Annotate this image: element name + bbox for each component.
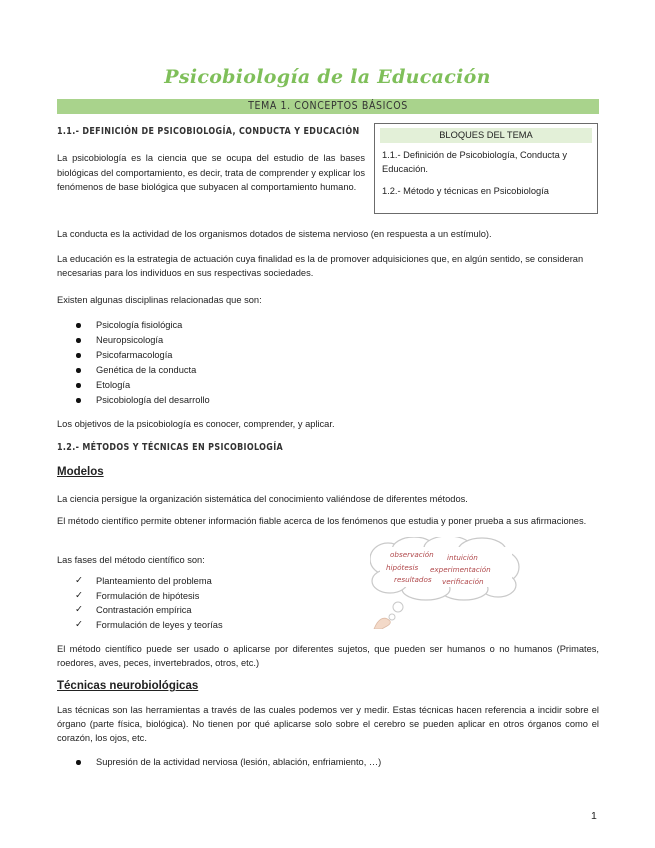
word-verificacion: verificación xyxy=(442,577,484,586)
bullet-icon xyxy=(76,323,81,328)
paragraph-psicobiologia-definition: La psicobiología es la ciencia que se ocupa del estudio de las bases biológicas del comportamiento, es decir, trata de comprender y explicar los fenómenos de base biológica que subyacen al comportamiento humano. xyxy=(57,153,365,192)
modelos-heading: Modelos xyxy=(57,466,104,478)
bullet-icon xyxy=(76,353,81,358)
list-item: ✓ Formulación de leyes y teorías xyxy=(57,618,223,633)
tema-bar: TEMA 1. CONCEPTOS BÁSICOS xyxy=(57,99,599,114)
word-hipotesis: hipótesis xyxy=(386,563,419,572)
word-intuicion: intuición xyxy=(447,553,478,562)
paragraph-ciencia: La ciencia persigue la organización sistemática del conocimiento valiéndose de diferentes métodos. xyxy=(57,494,468,504)
list-item: ✓ Formulación de hipótesis xyxy=(57,589,223,604)
word-observacion: observación xyxy=(390,550,434,559)
paragraph-tecnicas: Las técnicas son las herramientas a través de las cuales podemos ver y medir. Estas técnicas hacen referencia a incidir sobre el órgano (parte física, biológica). No tienen por qué aplicarse solo sobre el cerebro se pueden aplicar en otros órganos como el corazón, los ojos, etc. xyxy=(57,705,599,744)
paragraph-metodo-cientifico: El método científico permite obtener información fiable acerca de los fenómenos que estudia y poner prueba a sus afirmaciones. xyxy=(57,516,587,526)
list-item: Etología xyxy=(57,378,210,393)
list-item: Psicobiología del desarrollo xyxy=(57,393,210,408)
list-item: Neuropsicología xyxy=(57,333,210,348)
tecnicas-list xyxy=(57,755,381,770)
paragraph-fases-intro: Las fases del método científico son: xyxy=(57,555,205,565)
paragraph-educacion: La educación es la estrategia de actuación cuya finalidad es la de promover adquisiciones que, en algún sentido, se consideran necesarias para los individuos en sus respectivas sociedades. xyxy=(57,254,584,279)
checkmark-icon: ✓ xyxy=(75,618,83,630)
list-item: Supresión de la actividad nerviosa (lesión, ablación, enfriamiento, …) xyxy=(57,755,381,770)
bullet-icon xyxy=(76,338,81,343)
bullet-icon xyxy=(76,368,81,373)
bloques-item: 1.2.- Método y técnicas en Psicobiología xyxy=(382,186,549,196)
checkmark-icon: ✓ xyxy=(75,604,83,616)
word-experimentacion: experimentación xyxy=(430,565,491,574)
bloques-del-tema-box xyxy=(374,123,598,214)
page-number: 1 xyxy=(591,810,597,822)
checkmark-icon: ✓ xyxy=(75,589,83,601)
scientific-method-thought-illustration xyxy=(370,537,520,629)
paragraph-conducta: La conducta es la actividad de los organismos dotados de sistema nervioso (en respuesta a un estímulo). xyxy=(57,229,492,239)
phases-list xyxy=(57,574,223,632)
list-item: Genética de la conducta xyxy=(57,363,210,378)
list-item: Psicofarmacología xyxy=(57,348,210,363)
document-title: Psicobiología de la Educación xyxy=(164,66,491,88)
section-1-heading: 1.1.- DEFINICIÓN DE PSICOBIOLOGÍA, CONDUCTA Y EDUCACIÓN xyxy=(57,126,360,137)
word-resultados: resultados xyxy=(394,575,432,584)
tecnicas-heading: Técnicas neurobiológicas xyxy=(57,680,199,692)
list-item: ✓ Planteamiento del problema xyxy=(57,574,223,589)
bullet-icon xyxy=(76,383,81,388)
list-item: Psicología fisiológica xyxy=(57,318,210,333)
section-2-heading: 1.2.- MÉTODOS Y TÉCNICAS EN PSICOBIOLOGÍA xyxy=(57,442,284,453)
list-item: ✓ Contrastación empírica xyxy=(57,603,223,618)
bullet-icon xyxy=(76,398,81,403)
bloques-item: 1.1.- Definición de Psicobiología, Conducta y Educación. xyxy=(382,150,568,174)
paragraph-sujetos: El método científico puede ser usado o aplicarse por diferentes sujetos, que pueden ser humanos o no humanos (Primates, roedores, aves, peces, invertebrados, otros, etc.) xyxy=(57,644,599,669)
bullet-icon xyxy=(76,760,81,765)
paragraph-objetivos: Los objetivos de la psicobiología es conocer, comprender, y aplicar. xyxy=(57,419,335,429)
paragraph-disciplinas-intro: Existen algunas disciplinas relacionadas que son: xyxy=(57,295,262,305)
bloques-heading: BLOQUES DEL TEMA xyxy=(380,128,592,143)
checkmark-icon: ✓ xyxy=(75,575,83,586)
disciplines-list xyxy=(57,318,210,408)
